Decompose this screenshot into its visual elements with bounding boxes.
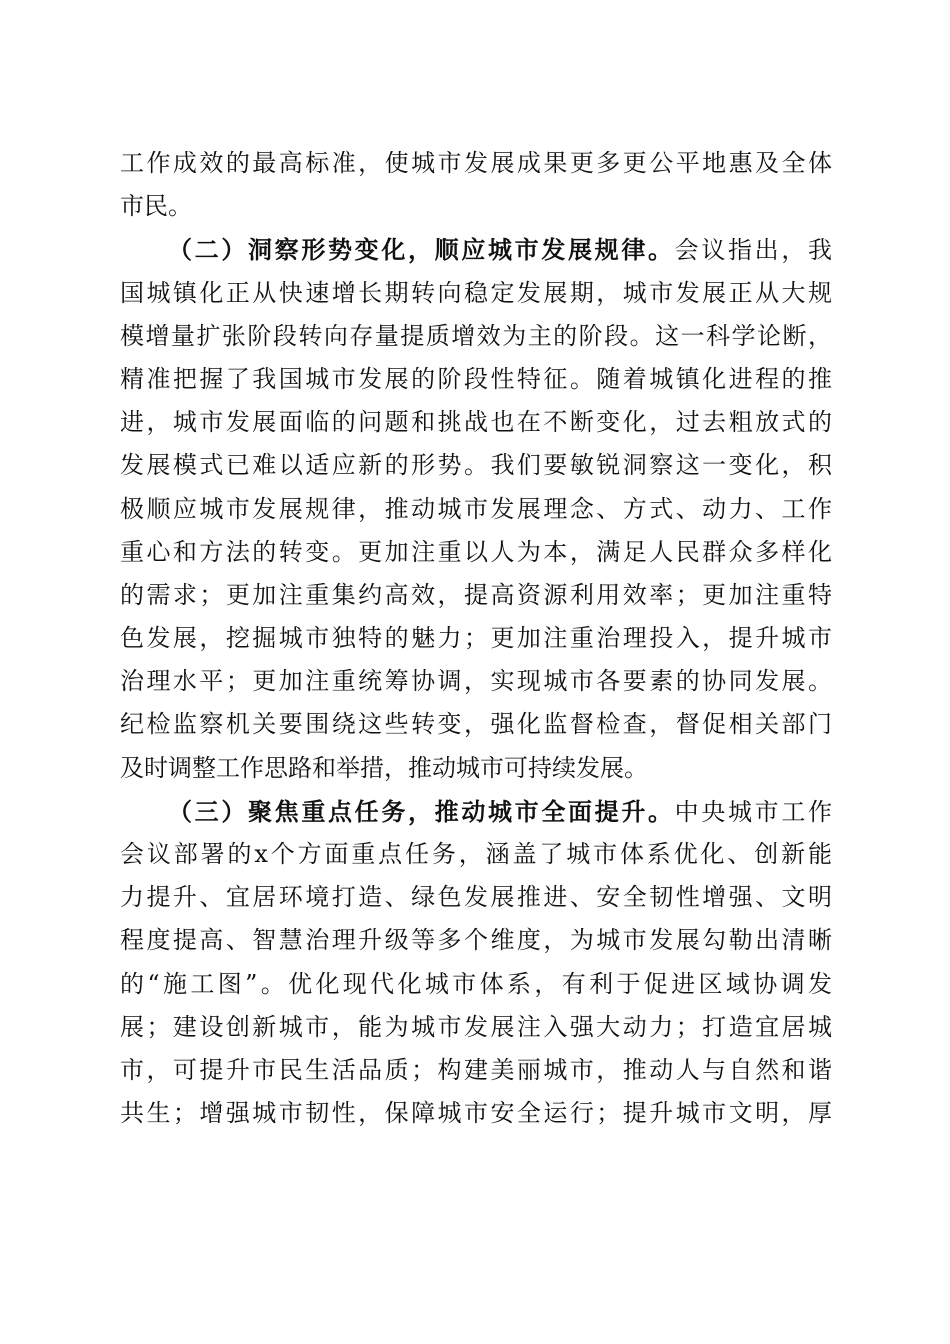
text-line: 进，城市发展面临的问题和挑战也在不断变化，过去粗放式的	[120, 408, 832, 437]
text-line: 重心和方法的转变。更加注重以人为本，满足人民群众多样化	[120, 537, 832, 566]
section-heading: （三）聚焦重点任务，推动城市全面提升。	[168, 796, 675, 826]
text-line: 程度提高、智慧治理升级等多个维度，为城市发展勾勒出清晰	[120, 926, 832, 955]
text-line: 精准把握了我国城市发展的阶段性特征。随着城镇化进程的推	[120, 364, 832, 393]
text-line: 共生；增强城市韧性，保障城市安全运行；提升城市文明，厚	[120, 1099, 832, 1128]
text-line: 色发展，挖掘城市独特的魅力；更加注重治理投入，提升城市	[120, 624, 832, 653]
text-fragment: 中央城市工作	[674, 797, 833, 826]
text-line: 的需求；更加注重集约高效，提高资源利用效率；更加注重特	[120, 580, 832, 609]
text-line: 会议部署的x个方面重点任务，涵盖了城市体系优化、创新能	[120, 840, 832, 868]
section-heading: （二）洞察形势变化，顺应城市发展规律。	[168, 235, 675, 265]
text-line: 发展模式已难以适应新的形势。我们要敏锐洞察这一变化，积	[120, 451, 832, 480]
section-heading-line	[120, 228, 832, 271]
text-line: 的“施工图”。优化现代化城市体系，有利于促进区域协调发	[120, 969, 832, 998]
text-line: 工作成效的最高标准，使城市发展成果更多更公平地惠及全体	[120, 149, 832, 177]
text-line: 力提升、宜居环境打造、绿色发展推进、安全韧性增强、文明	[120, 883, 832, 912]
text-line: 展；建设创新城市，能为城市发展注入强大动力；打造宜居城	[120, 1012, 832, 1041]
text-line: 治理水平；更加注重统筹协调，实现城市各要素的协同发展。	[120, 667, 832, 696]
text-line: 国城镇化正从快速增长期转向稳定发展期，城市发展正从大规	[120, 278, 832, 307]
section-heading-line	[120, 790, 832, 833]
text-line: 市，可提升市民生活品质；构建美丽城市，推动人与自然和谐	[120, 1055, 832, 1084]
text-line: 模增量扩张阶段转向存量提质增效为主的阶段。这一科学论断，	[120, 321, 832, 350]
text-line: 纪检监察机关要围绕这些转变，强化监督检查，督促相关部门	[120, 710, 832, 739]
text-line: 及时调整工作思路和举措，推动城市可持续发展。	[120, 753, 648, 782]
text-line: 极顺应城市发展规律，推动城市发展理念、方式、动力、工作	[120, 494, 832, 523]
text-fragment: 会议指出，我	[674, 236, 833, 265]
document-body	[120, 142, 832, 1135]
text-line: 市民。	[120, 192, 192, 221]
